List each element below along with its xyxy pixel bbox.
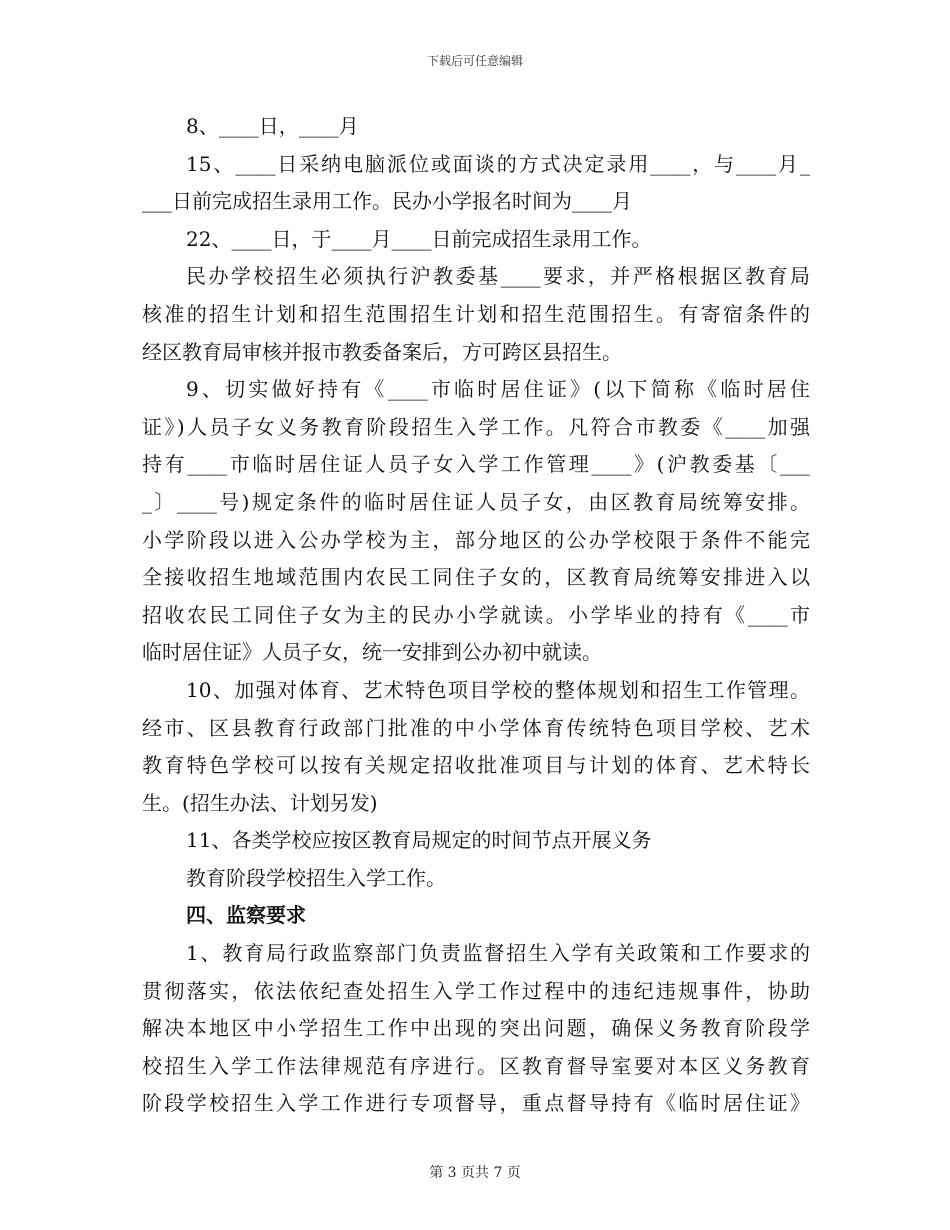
page-header: 下载后可任意编辑 (426, 54, 523, 68)
text-line: 9、切实做好持有《____市临时居住证》(以下简称《临时居住 (186, 377, 810, 402)
text-line: 22、____日，于____月____日前完成招生录用工作。 (186, 226, 652, 251)
text-line: 1、教育局行政监察部门负责监督招生入学有关政策和工作要求的 (186, 941, 810, 966)
text-line: 生。(招生办法、计划另发) (142, 790, 378, 815)
text-line: 民办学校招生必须执行沪教委基____要求，并严格根据区教育局 (186, 264, 810, 289)
text-line: 教育阶段学校招生入学工作。 (186, 865, 446, 890)
text-line: 招收农民工同住子女为主的民办小学就读。小学毕业的持有《____市 (142, 602, 810, 627)
text-line: 核准的招生计划和招生范围招生计划和招生范围招生。有寄宿条件的 (142, 301, 810, 326)
document-body (142, 108, 810, 1123)
text-line: 教育特色学校可以按有关规定招收批准项目与计划的体育、艺术特长 (142, 753, 810, 778)
text-line: 阶段学校招生入学工作进行专项督导，重点督导持有《临时居住证》 (142, 1091, 810, 1116)
page-footer: 第 3 页共 7 页 (429, 1165, 521, 1181)
text-line: 8、____日，____月 (186, 114, 359, 138)
text-line: 贯彻落实，依法依纪查处招生入学工作过程中的违纪违规事件，协助 (142, 978, 810, 1003)
section-heading: 四、监察要求 (186, 903, 306, 928)
text-line: 11、各类学校应按区教育局规定的时间节点开展义务 (186, 828, 652, 853)
text-line: 经市、区县教育行政部门批准的中小学体育传统特色项目学校、艺术 (142, 715, 810, 740)
text-line: 全接收招生地域范围内农民工同住子女的，区教育局统筹安排进入以 (142, 565, 810, 590)
text-line: 临时居住证》人员子女，统一安排到公办初中就读。 (142, 640, 602, 665)
text-line: 经区教育局审核并报市教委备案后，方可跨区县招生。 (142, 339, 622, 364)
text-line: _〕____号)规定条件的临时居住证人员子女，由区教育局统筹安排。 (142, 489, 810, 514)
text-line: 15、____日采纳电脑派位或面谈的方式决定录用____，与____月_ (186, 151, 810, 176)
text-line: 校招生入学工作法律规范有序进行。区教育督导室要对本区义务教育 (142, 1053, 810, 1078)
text-line: 持有____市临时居住证人员子女入学工作管理____》(沪教委基〔___ (142, 452, 810, 477)
text-line: 证》)人员子女义务教育阶段招生入学工作。凡符合市教委《____加强 (142, 414, 810, 439)
text-line: 10、加强对体育、艺术特色项目学校的整体规划和招生工作管理。 (186, 677, 810, 702)
text-line: 解决本地区中小学招生工作中出现的突出问题，确保义务教育阶段学 (142, 1016, 810, 1041)
text-line: ___日前完成招生录用工作。民办小学报名时间为____月 (142, 189, 632, 214)
text-line: 小学阶段以进入公办学校为主，部分地区的公办学校限于条件不能完 (142, 527, 810, 552)
